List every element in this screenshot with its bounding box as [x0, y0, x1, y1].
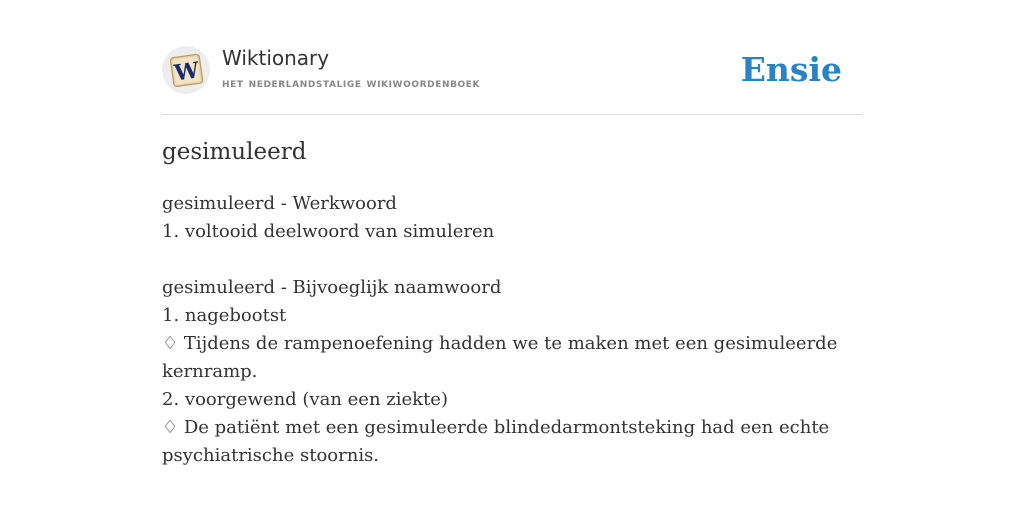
definition-line: 1. voltooid deelwoord van simuleren	[162, 221, 495, 242]
wiktionary-logo-icon[interactable]	[162, 46, 210, 94]
example-line: ♢ De patiënt met een gesimuleerde blindedarmontsteking had een echte psychiatrische stoornis.	[162, 417, 830, 466]
entry-verb	[162, 190, 842, 246]
entry-heading: gesimuleerd - Werkwoord	[162, 193, 397, 214]
definition-line: 2. voorgewend (van een ziekte)	[162, 389, 448, 410]
brand-logo[interactable]: Ensie	[740, 50, 842, 89]
svg-text:W: W	[172, 57, 201, 87]
entry-list	[162, 190, 842, 470]
definition-line: 1. nagebootst	[162, 305, 287, 326]
site-subtitle: het nederlandstalige wikiwoordenboek	[222, 75, 481, 90]
entry-heading: gesimuleerd - Bijvoeglijk naamwoord	[162, 277, 502, 298]
page-title: gesimuleerd	[162, 139, 307, 165]
example-line: ♢ Tijdens de rampenoefening hadden we te maken met een gesimuleerde kernramp.	[162, 333, 838, 382]
header	[162, 44, 862, 115]
site-title[interactable]: Wiktionary	[222, 46, 330, 70]
entry-adjective	[162, 274, 842, 470]
